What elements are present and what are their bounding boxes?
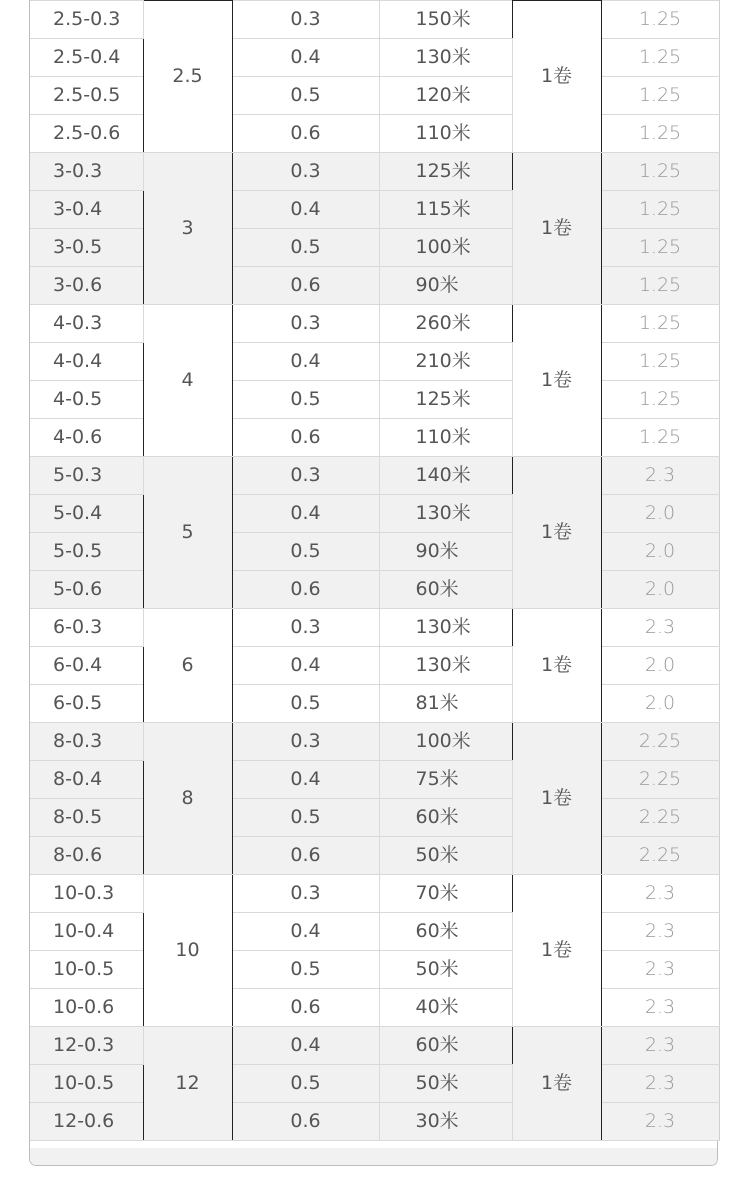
thickness-cell: 0.3 — [232, 305, 379, 343]
price-cell: 2.3 — [601, 1103, 719, 1141]
diameter-cell: 10 — [143, 875, 232, 1027]
price-cell: 2.3 — [601, 989, 719, 1027]
price-cell: 1.25 — [601, 1, 719, 39]
length-cell: 110米 — [379, 419, 512, 457]
model-cell: 10-0.5 — [30, 951, 143, 989]
thickness-cell: 0.5 — [232, 77, 379, 115]
model-cell: 5-0.5 — [30, 533, 143, 571]
model-cell: 3-0.6 — [30, 267, 143, 305]
length-cell: 125米 — [379, 381, 512, 419]
model-cell: 10-0.3 — [30, 875, 143, 913]
table-row — [30, 571, 719, 609]
length-cell: 60米 — [379, 913, 512, 951]
model-cell: 6-0.4 — [30, 647, 143, 685]
length-cell: 75米 — [379, 761, 512, 799]
length-cell: 60米 — [379, 799, 512, 837]
model-cell: 2.5-0.6 — [30, 115, 143, 153]
price-cell: 1.25 — [601, 419, 719, 457]
table-row — [30, 419, 719, 457]
price-cell: 1.25 — [601, 381, 719, 419]
model-cell: 10-0.4 — [30, 913, 143, 951]
price-cell: 2.0 — [601, 533, 719, 571]
price-cell: 1.25 — [601, 77, 719, 115]
model-cell: 8-0.6 — [30, 837, 143, 875]
quantity-cell: 1卷 — [512, 875, 601, 1027]
thickness-cell: 0.3 — [232, 153, 379, 191]
table-row — [30, 723, 719, 761]
model-cell: 2.5-0.5 — [30, 77, 143, 115]
thickness-cell: 0.4 — [232, 913, 379, 951]
table-row — [30, 229, 719, 267]
length-cell: 210米 — [379, 343, 512, 381]
model-cell: 12-0.3 — [30, 1027, 143, 1065]
diameter-cell: 4 — [143, 305, 232, 457]
length-cell: 50米 — [379, 1065, 512, 1103]
thickness-cell: 0.6 — [232, 989, 379, 1027]
table-row — [30, 951, 719, 989]
thickness-cell: 0.6 — [232, 1103, 379, 1141]
price-cell: 2.3 — [601, 951, 719, 989]
thickness-cell: 0.5 — [232, 381, 379, 419]
table-row — [30, 647, 719, 685]
price-cell: 2.3 — [601, 457, 719, 495]
price-cell: 1.25 — [601, 305, 719, 343]
price-cell: 1.25 — [601, 191, 719, 229]
price-cell: 1.25 — [601, 115, 719, 153]
length-cell: 140米 — [379, 457, 512, 495]
model-cell: 6-0.3 — [30, 609, 143, 647]
spec-table-body — [30, 1, 719, 1141]
thickness-cell: 0.5 — [232, 951, 379, 989]
table-row — [30, 191, 719, 229]
length-cell: 150米 — [379, 1, 512, 39]
table-row — [30, 989, 719, 1027]
table-row — [30, 457, 719, 495]
price-cell: 2.3 — [601, 609, 719, 647]
thickness-cell: 0.4 — [232, 1027, 379, 1065]
length-cell: 40米 — [379, 989, 512, 1027]
quantity-cell: 1卷 — [512, 153, 601, 305]
thickness-cell: 0.3 — [232, 1, 379, 39]
model-cell: 10-0.5 — [30, 1065, 143, 1103]
model-cell: 6-0.5 — [30, 685, 143, 723]
model-cell: 4-0.5 — [30, 381, 143, 419]
model-cell: 2.5-0.3 — [30, 1, 143, 39]
thickness-cell: 0.4 — [232, 343, 379, 381]
diameter-cell: 2.5 — [143, 1, 232, 153]
diameter-cell: 5 — [143, 457, 232, 609]
quantity-cell: 1卷 — [512, 609, 601, 723]
price-cell: 2.3 — [601, 1027, 719, 1065]
length-cell: 50米 — [379, 951, 512, 989]
model-cell: 3-0.5 — [30, 229, 143, 267]
diameter-cell: 3 — [143, 153, 232, 305]
price-cell: 1.25 — [601, 153, 719, 191]
model-cell: 4-0.3 — [30, 305, 143, 343]
table-row — [30, 1027, 719, 1065]
price-cell: 2.3 — [601, 1065, 719, 1103]
price-cell: 2.0 — [601, 495, 719, 533]
model-cell: 8-0.5 — [30, 799, 143, 837]
thickness-cell: 0.5 — [232, 685, 379, 723]
price-cell: 1.25 — [601, 39, 719, 77]
price-cell: 1.25 — [601, 229, 719, 267]
price-cell: 2.25 — [601, 761, 719, 799]
thickness-cell: 0.6 — [232, 267, 379, 305]
price-cell: 2.0 — [601, 571, 719, 609]
thickness-cell: 0.4 — [232, 647, 379, 685]
quantity-cell: 1卷 — [512, 305, 601, 457]
spec-table — [30, 0, 720, 1141]
thickness-cell: 0.3 — [232, 609, 379, 647]
table-row — [30, 837, 719, 875]
length-cell: 115米 — [379, 191, 512, 229]
length-cell: 130米 — [379, 609, 512, 647]
length-cell: 100米 — [379, 723, 512, 761]
thickness-cell: 0.6 — [232, 115, 379, 153]
diameter-cell: 6 — [143, 609, 232, 723]
table-row — [30, 609, 719, 647]
thickness-cell: 0.3 — [232, 875, 379, 913]
table-row — [30, 115, 719, 153]
thickness-cell: 0.5 — [232, 533, 379, 571]
model-cell: 4-0.6 — [30, 419, 143, 457]
table-row — [30, 913, 719, 951]
thickness-cell: 0.4 — [232, 495, 379, 533]
model-cell: 2.5-0.4 — [30, 39, 143, 77]
length-cell: 110米 — [379, 115, 512, 153]
thickness-cell: 0.5 — [232, 799, 379, 837]
length-cell: 90米 — [379, 267, 512, 305]
thickness-cell: 0.4 — [232, 761, 379, 799]
length-cell: 30米 — [379, 1103, 512, 1141]
table-row — [30, 1065, 719, 1103]
length-cell: 70米 — [379, 875, 512, 913]
thickness-cell: 0.5 — [232, 1065, 379, 1103]
price-cell: 2.3 — [601, 913, 719, 951]
quantity-cell: 1卷 — [512, 723, 601, 875]
model-cell: 5-0.6 — [30, 571, 143, 609]
price-cell: 2.25 — [601, 723, 719, 761]
price-cell: 1.25 — [601, 343, 719, 381]
table-row — [30, 799, 719, 837]
table-footer-strip — [30, 1148, 717, 1165]
table-row — [30, 533, 719, 571]
length-cell: 90米 — [379, 533, 512, 571]
price-cell: 2.25 — [601, 837, 719, 875]
model-cell: 3-0.4 — [30, 191, 143, 229]
table-row — [30, 381, 719, 419]
price-cell: 2.25 — [601, 799, 719, 837]
diameter-cell: 8 — [143, 723, 232, 875]
model-cell: 5-0.4 — [30, 495, 143, 533]
length-cell: 130米 — [379, 495, 512, 533]
thickness-cell: 0.5 — [232, 229, 379, 267]
length-cell: 50米 — [379, 837, 512, 875]
length-cell: 130米 — [379, 39, 512, 77]
model-cell: 8-0.3 — [30, 723, 143, 761]
model-cell: 8-0.4 — [30, 761, 143, 799]
table-row — [30, 77, 719, 115]
table-row — [30, 875, 719, 913]
thickness-cell: 0.6 — [232, 419, 379, 457]
model-cell: 5-0.3 — [30, 457, 143, 495]
table-row — [30, 1, 719, 39]
thickness-cell: 0.4 — [232, 191, 379, 229]
table-row — [30, 495, 719, 533]
table-row — [30, 39, 719, 77]
table-row — [30, 153, 719, 191]
table-row — [30, 1103, 719, 1141]
table-row — [30, 343, 719, 381]
length-cell: 125米 — [379, 153, 512, 191]
quantity-cell: 1卷 — [512, 457, 601, 609]
thickness-cell: 0.3 — [232, 457, 379, 495]
model-cell: 3-0.3 — [30, 153, 143, 191]
quantity-cell: 1卷 — [512, 1, 601, 153]
length-cell: 130米 — [379, 647, 512, 685]
price-cell: 2.0 — [601, 685, 719, 723]
table-row — [30, 305, 719, 343]
table-row — [30, 267, 719, 305]
length-cell: 60米 — [379, 571, 512, 609]
thickness-cell: 0.6 — [232, 837, 379, 875]
price-cell: 2.0 — [601, 647, 719, 685]
table-row — [30, 685, 719, 723]
thickness-cell: 0.4 — [232, 39, 379, 77]
thickness-cell: 0.3 — [232, 723, 379, 761]
quantity-cell: 1卷 — [512, 1027, 601, 1141]
model-cell: 12-0.6 — [30, 1103, 143, 1141]
model-cell: 10-0.6 — [30, 989, 143, 1027]
price-cell: 1.25 — [601, 267, 719, 305]
thickness-cell: 0.6 — [232, 571, 379, 609]
length-cell: 100米 — [379, 229, 512, 267]
length-cell: 81米 — [379, 685, 512, 723]
length-cell: 260米 — [379, 305, 512, 343]
length-cell: 60米 — [379, 1027, 512, 1065]
price-cell: 2.3 — [601, 875, 719, 913]
length-cell: 120米 — [379, 77, 512, 115]
diameter-cell: 12 — [143, 1027, 232, 1141]
model-cell: 4-0.4 — [30, 343, 143, 381]
table-row — [30, 761, 719, 799]
